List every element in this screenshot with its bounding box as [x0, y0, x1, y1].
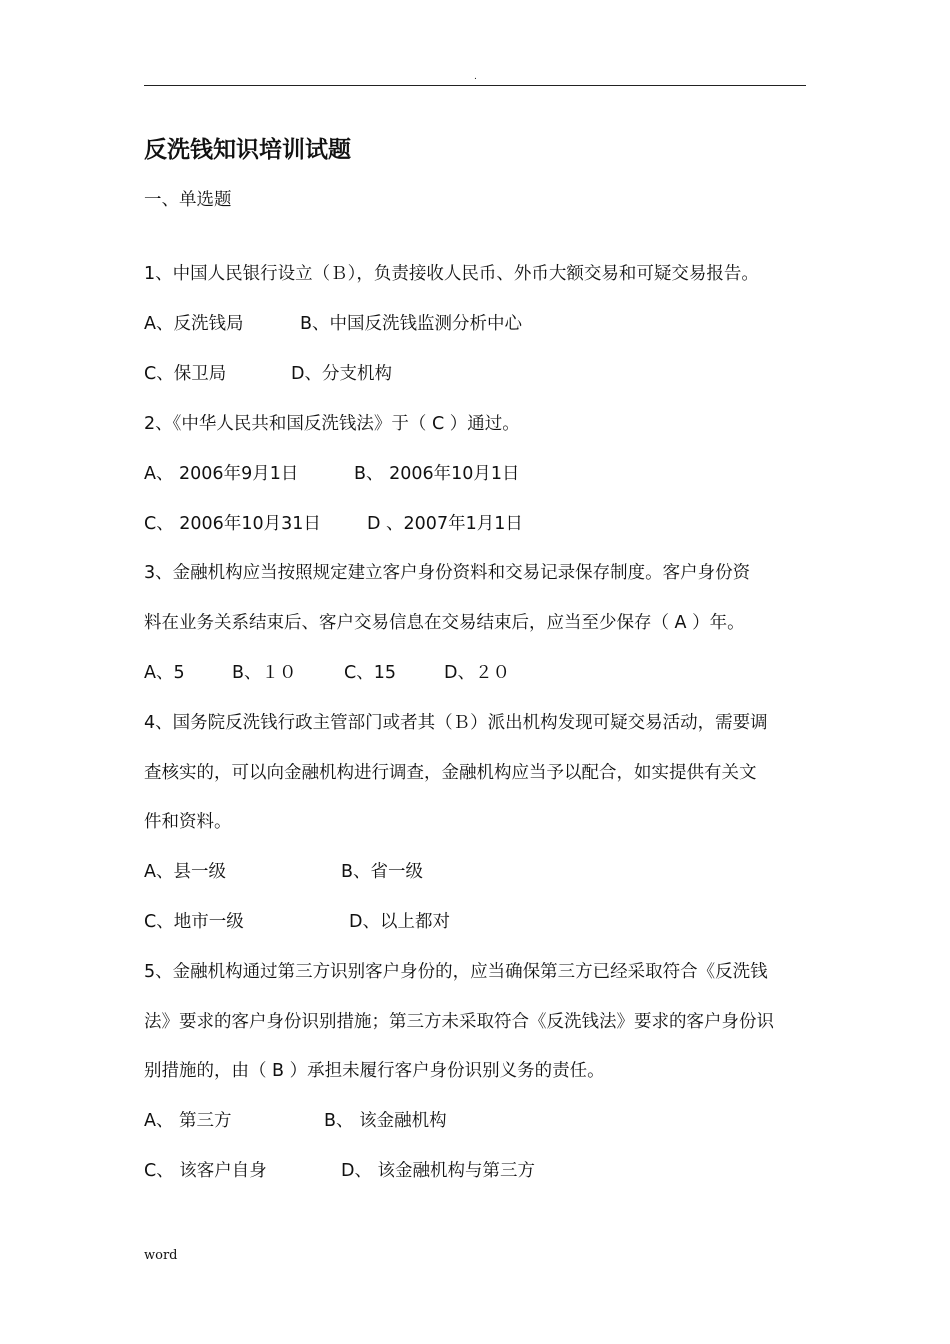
question-4-text-line-3: 件和资料。 [144, 812, 232, 832]
question-1-option-a: A、反洗钱局 [144, 314, 244, 334]
footer-label: word [144, 1248, 178, 1263]
question-1-option-d: D、分支机构 [291, 364, 392, 384]
question-4-text-line-2: 查核实的，可以向金融机构进行调查，金融机构应当予以配合，如实提供有关文 [144, 763, 757, 783]
question-5-option-c: C、 该客户自身 [144, 1161, 267, 1181]
question-5-text-line-1: 5、金融机构通过第三方识别客户身份的，应当确保第三方已经采取符合《反洗钱 [144, 962, 768, 982]
question-4-option-d: D、以上都对 [349, 912, 450, 932]
question-5-text-line-2: 法》要求的客户身份识别措施；第三方未采取符合《反洗钱法》要求的客户身份识 [144, 1012, 774, 1032]
question-2-option-d: D 、2007年1月1日 [367, 514, 523, 534]
question-2-option-a: A、 2006年9月1日 [144, 464, 299, 484]
question-3-option-b: B、１０ [232, 663, 297, 683]
question-4-text-line-1: 4、国务院反洗钱行政主管部门或者其（Ｂ）派出机构发现可疑交易活动，需要调 [144, 713, 768, 733]
question-3-option-d: D、２０ [444, 663, 510, 683]
question-4-option-b: B、省一级 [341, 862, 424, 882]
question-1-option-b: B、中国反洗钱监测分析中心 [300, 314, 523, 334]
question-2-option-b: B、 2006年10月1日 [354, 464, 520, 484]
document-title: 反洗钱知识培训试题 [144, 137, 351, 163]
question-4-option-c: C、地市一级 [144, 912, 244, 932]
question-3-text-line-2: 料在业务关系结束后、客户交易信息在交易结束后，应当至少保存（ A ）年。 [144, 613, 745, 633]
question-5-option-b: B、 该金融机构 [324, 1111, 447, 1131]
question-5-option-a: A、 第三方 [144, 1111, 232, 1131]
header-rule [144, 85, 806, 86]
question-2-option-c: C、 2006年10月31日 [144, 514, 321, 534]
question-3-option-a: A、5 [144, 663, 185, 683]
question-2-text: 2、《中华人民共和国反洗钱法》于（ C ）通过。 [144, 414, 520, 434]
question-3-option-c: C、15 [344, 663, 396, 683]
question-3-text-line-1: 3、金融机构应当按照规定建立客户身份资料和交易记录保存制度。客户身份资 [144, 563, 751, 583]
question-1-text: 1、中国人民银行设立（Ｂ），负责接收人民币、外币大额交易和可疑交易报告。 [144, 264, 759, 284]
question-5-text-line-3: 别措施的，由（ B ）承担未履行客户身份识别义务的责任。 [144, 1061, 605, 1081]
section-heading: 一、单选题 [144, 190, 232, 210]
question-4-option-a: A、县一级 [144, 862, 226, 882]
question-5-option-d: D、 该金融机构与第三方 [341, 1161, 536, 1181]
header-mark: . [474, 72, 477, 82]
question-1-option-c: C、保卫局 [144, 364, 227, 384]
